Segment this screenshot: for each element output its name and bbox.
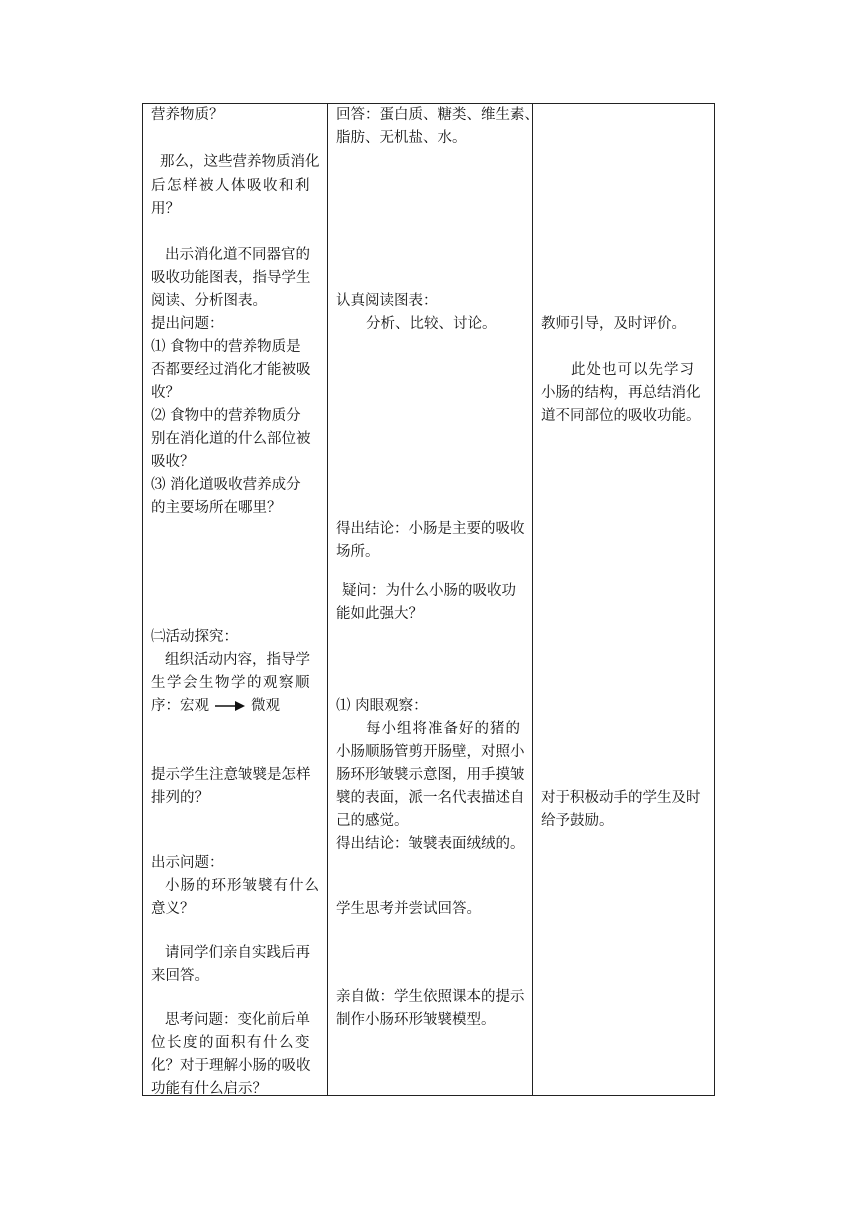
text-line: 意义？ <box>151 901 195 917</box>
text-line: 来回答。 <box>151 968 209 984</box>
text-line: 阅读、分析图表。 <box>151 293 267 309</box>
text-line: 出示问题： <box>151 855 224 871</box>
text-line: 排列的？ <box>151 790 209 806</box>
student-activity-column <box>328 104 539 1095</box>
text-line: 小肠顺肠管剪开肠壁，对照小 <box>336 744 525 760</box>
text-line: 分析、比较、讨论。 <box>366 316 497 332</box>
text-line: 得出结论：皱襞表面绒绒的。 <box>336 836 525 852</box>
design-notes-column <box>533 104 714 1095</box>
text-line: 提示学生注意皱襞是怎样 <box>151 767 311 783</box>
text-line: 收？ <box>151 385 180 401</box>
text-line: 己的感觉。 <box>336 813 409 829</box>
text-line: 教师引导，及时评价。 <box>541 316 686 332</box>
text-line: 吸收？ <box>151 454 195 470</box>
text-line: 学生思考并尝试回答。 <box>336 901 481 917</box>
text-line: ⑶ 消化道吸收营养成分 <box>151 477 301 493</box>
text-line: 得出结论：小肠是主要的吸收 <box>336 521 525 537</box>
text-line: 的主要场所在哪里？ <box>151 500 282 516</box>
text-line: 功能有什么启示？ <box>151 1081 267 1097</box>
text-line: ⑴ 肉眼观察： <box>336 698 428 714</box>
text-line: 小肠的结构，再总结消化 <box>541 385 701 401</box>
text-line: 给予鼓励。 <box>541 813 614 829</box>
text-line: 疑问：为什么小肠的吸收功 <box>342 583 516 599</box>
text-line: 亲自做：学生依照课本的提示 <box>336 989 525 1005</box>
text-line: 每小组将准备好的猪的 <box>366 721 521 737</box>
text-line: 生学会生物学的观察顺 <box>151 675 311 691</box>
text-line: 对于积极动手的学生及时 <box>541 790 701 806</box>
text-segment: 序：宏观 <box>151 698 209 714</box>
text-line: 道不同部位的吸收功能。 <box>541 408 701 424</box>
text-line: 营养物质？ <box>151 107 224 123</box>
text-line: 场所。 <box>336 544 380 560</box>
text-line: ⑵ 食物中的营养物质分 <box>151 408 301 424</box>
text-line: 小肠的环形皱襞有什么 <box>165 878 320 894</box>
text-line: 出示消化道不同器官的 <box>165 247 310 263</box>
text-line: 组织活动内容，指导学 <box>165 652 310 668</box>
text-line: 请同学们亲自实践后再 <box>165 945 310 961</box>
text-line: 脂肪、无机盐、水。 <box>336 130 467 146</box>
text-line: ⑴ 食物中的营养物质是 <box>151 339 301 355</box>
text-line: 襞的表面，派一名代表描述自 <box>336 790 525 806</box>
text-line: 思考问题：变化前后单 <box>165 1012 310 1028</box>
text-line: 肠环形皱襞示意图，用手摸皱 <box>336 767 525 783</box>
text-line: 能如此强大？ <box>336 606 423 622</box>
text-line: 回答：蛋白质、糖类、维生素、 <box>336 107 539 123</box>
arrow-right-icon <box>215 700 245 712</box>
text-line <box>151 695 280 719</box>
text-segment: 微观 <box>251 698 280 714</box>
text-line: 别在消化道的什么部位被 <box>151 431 311 447</box>
text-line: 用？ <box>151 201 180 217</box>
text-line: 此处也可以先学习 <box>571 362 695 378</box>
lesson-table <box>142 103 715 1096</box>
text-line: 化？对于理解小肠的吸收 <box>151 1058 311 1074</box>
text-line: 认真阅读图表： <box>336 293 438 309</box>
text-line: ㈡活动探究： <box>151 629 238 645</box>
text-line: 位长度的面积有什么变 <box>151 1035 311 1051</box>
text-line: 提出问题： <box>151 316 224 332</box>
text-line: 后怎样被人体吸收和利 <box>151 178 311 194</box>
text-line: 否都要经过消化才能被吸 <box>151 362 311 378</box>
text-line: 吸收功能图表，指导学生 <box>151 270 311 286</box>
text-line: 那么，这些营养物质消化 <box>160 154 320 170</box>
teacher-activity-column <box>143 104 327 1095</box>
text-line: 制作小肠环形皱襞模型。 <box>336 1012 496 1028</box>
